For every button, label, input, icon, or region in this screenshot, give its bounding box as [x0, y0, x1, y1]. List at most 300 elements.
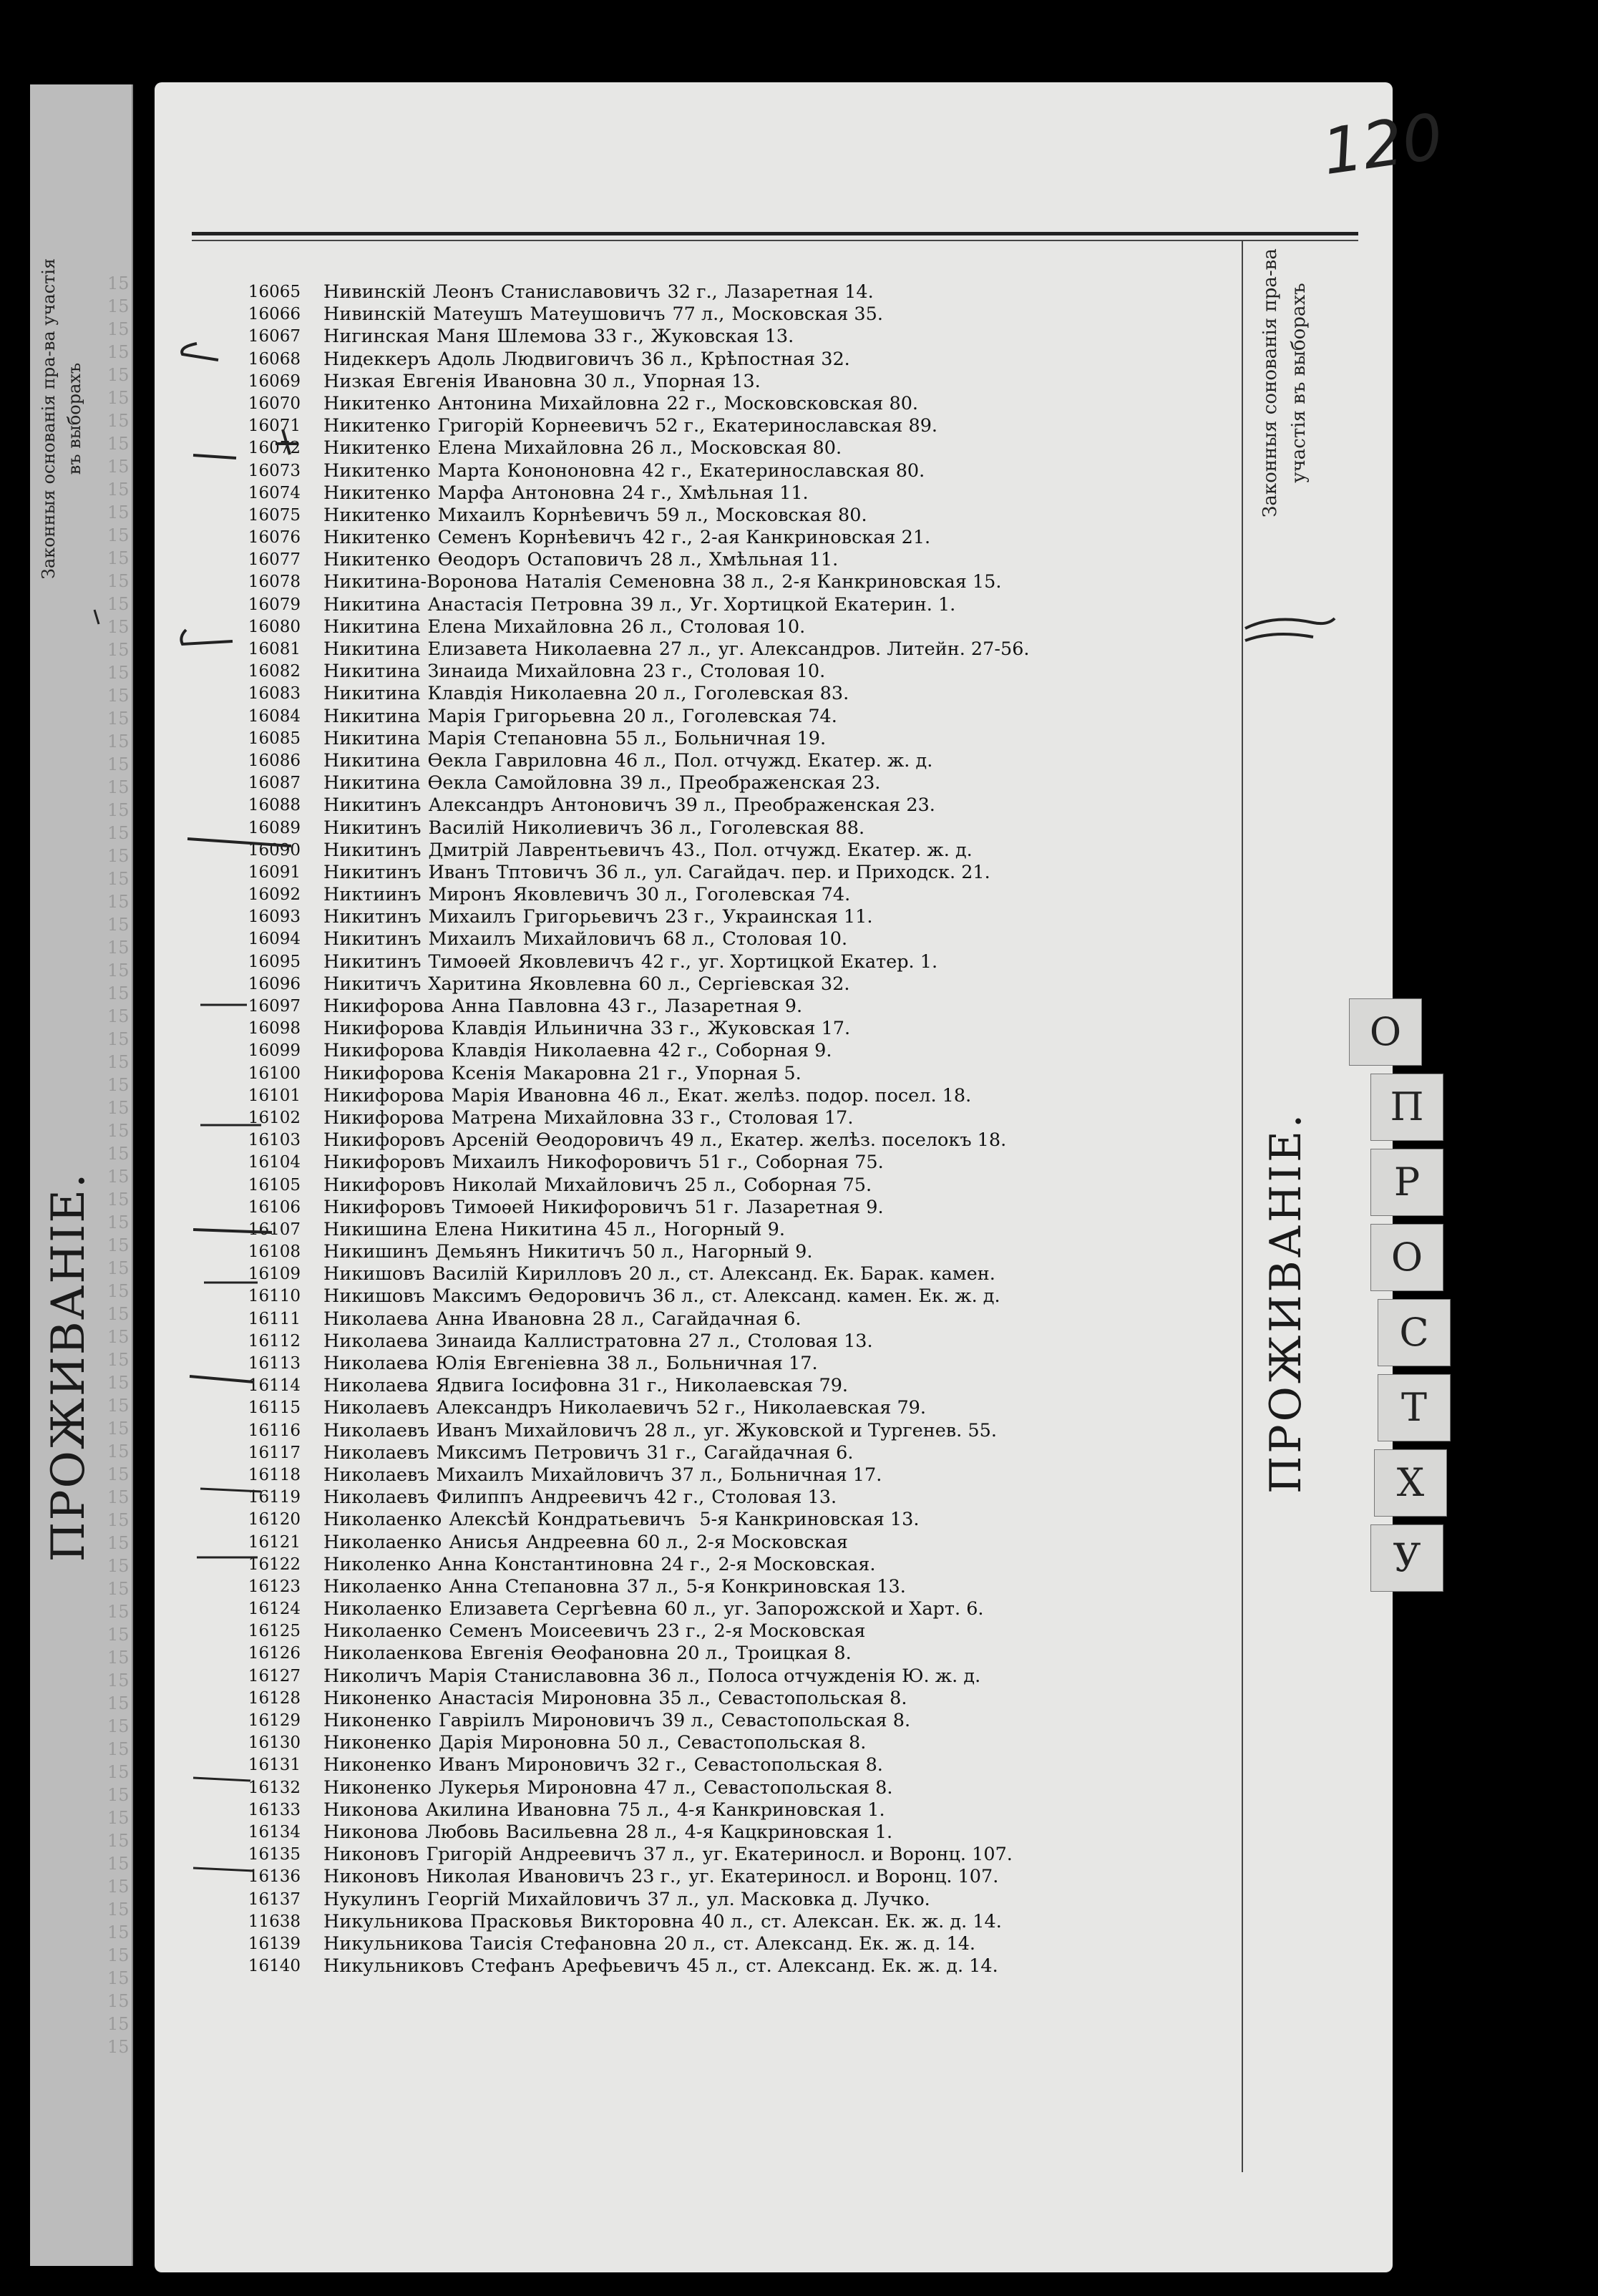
entry-name: Михаилъ — [428, 928, 516, 950]
entry-patronymic: Михайловна — [543, 1106, 664, 1129]
register-row — [193, 1911, 1245, 1933]
entry-number: 16130 — [248, 1733, 301, 1753]
register-row — [193, 996, 1245, 1018]
faint-number: 15 — [107, 411, 130, 431]
faint-number: 15 — [107, 915, 130, 935]
register-row — [193, 1397, 1245, 1419]
entry-age: 31 г., — [618, 1375, 668, 1397]
entry-surname: Никоненко — [323, 1732, 432, 1754]
entry-patronymic: Михайловна — [493, 616, 614, 638]
entry-patronymic: Николиевичъ — [512, 817, 643, 839]
faint-number: 15 — [107, 319, 130, 339]
entry-number: 11638 — [248, 1912, 301, 1931]
faint-number: 15 — [107, 1808, 130, 1828]
entry-address: 2-я Московская — [713, 1620, 866, 1643]
faint-number: 15 — [107, 686, 130, 706]
entry-address: ул. Сагайдач. пер. и Приходск. 21. — [654, 861, 990, 883]
faint-number: 15 — [107, 342, 130, 362]
entry-number: 16116 — [248, 1421, 301, 1440]
entry-patronymic: Мироновна — [541, 1687, 652, 1709]
faint-number: 15 — [107, 1396, 130, 1416]
entry-address: Пол. отчужд. Екатер. ж. д. — [713, 839, 973, 861]
entry-age: 32 г., — [667, 281, 718, 303]
entry-number: 16113 — [248, 1354, 301, 1373]
faint-number: 15 — [107, 1006, 130, 1026]
entry-surname: Никоненко — [323, 1687, 432, 1709]
entry-text — [323, 1598, 1245, 1620]
register-row — [193, 750, 1245, 772]
left-faint-numbers — [107, 272, 130, 2061]
entry-text — [323, 1620, 1245, 1643]
entry-name: Ѳеодоръ — [437, 549, 520, 571]
register-row — [193, 1442, 1245, 1464]
entry-patronymic: Никофоровичъ — [546, 1152, 691, 1174]
entry-surname: Никитинъ — [323, 817, 422, 839]
entry-surname: Никтиинъ — [323, 884, 422, 906]
entry-age: 25 л., — [684, 1174, 737, 1196]
entry-surname: Никифорова — [323, 1062, 444, 1084]
entry-patronymic: Николаевна — [534, 1040, 651, 1062]
entry-name: Анна — [451, 996, 501, 1017]
register-row — [193, 928, 1245, 950]
register-row — [193, 616, 1245, 638]
entry-age: 20 л., — [663, 1932, 716, 1955]
entry-surname: Никитина — [323, 638, 421, 660]
register-row — [193, 1152, 1245, 1174]
entry-patronymic: Ѳеофановна — [550, 1643, 669, 1665]
faint-number: 15 — [107, 983, 130, 1003]
entry-number: 16096 — [248, 974, 301, 993]
faint-number: 15 — [107, 1625, 130, 1645]
faint-number: 15 — [107, 434, 130, 454]
entry-address: Гоголевская 83. — [693, 683, 849, 705]
entry-age: 23 г., — [656, 1620, 707, 1643]
register-row — [193, 772, 1245, 794]
entry-age: 32 г., — [636, 1754, 687, 1776]
entry-age: 42 г., — [658, 1040, 708, 1062]
entry-address: 5-я Канкриновская 13. — [699, 1509, 920, 1531]
entry-patronymic: Михайловичъ — [522, 928, 656, 950]
entry-number: 16073 — [248, 461, 301, 480]
entry-address: Севастопольская 8. — [677, 1732, 867, 1754]
entry-address: Крѣпостная 32. — [700, 348, 850, 370]
entry-number: 16079 — [248, 595, 301, 614]
entry-address: Николаевская 79. — [675, 1375, 849, 1397]
faint-number: 15 — [107, 1579, 130, 1599]
entry-address: Нагорный 9. — [691, 1241, 813, 1263]
register-row — [193, 1063, 1245, 1085]
entry-age: 36 л., — [650, 817, 703, 839]
faint-number: 15 — [107, 709, 130, 729]
entry-address: Севастопольская 8. — [718, 1687, 907, 1709]
entry-address: уг. Александров. Литейн. 27-56. — [718, 638, 1030, 660]
entry-age: 20 л., — [634, 683, 687, 705]
entry-number: 16067 — [248, 327, 301, 346]
entry-text — [323, 1487, 1245, 1509]
faint-number: 15 — [107, 1327, 130, 1347]
entry-surname: Никитенко — [323, 459, 431, 482]
register-row — [193, 1509, 1245, 1531]
entry-age: 45 л., — [686, 1955, 739, 1978]
entry-number: 16070 — [248, 394, 301, 413]
entry-address: Лазаретная 9. — [746, 1196, 884, 1218]
register-row — [193, 1554, 1245, 1576]
register-row — [193, 1331, 1245, 1353]
entry-surname: Никитинъ — [323, 861, 422, 883]
entry-address: Украинская 11. — [722, 906, 873, 928]
entry-name: Анастасія — [427, 593, 524, 616]
entry-name: Миронъ — [428, 884, 506, 906]
entry-name: Маня — [437, 326, 490, 348]
entry-patronymic: Андреевичъ — [519, 1844, 636, 1866]
entry-number: 16092 — [248, 885, 301, 905]
index-tab: У — [1370, 1524, 1443, 1592]
entry-number: 16083 — [248, 684, 301, 704]
entry-number: 16110 — [248, 1287, 301, 1306]
entry-patronymic: Станиславовна — [494, 1665, 641, 1687]
entry-age: 28 л., — [625, 1821, 678, 1843]
entry-name: Евгенія — [469, 1643, 544, 1665]
entry-text — [323, 326, 1245, 348]
entry-text — [323, 1732, 1245, 1754]
entry-surname: Николаенко — [323, 1620, 442, 1643]
entry-number: 16118 — [248, 1465, 301, 1484]
entry-surname: Никонова — [323, 1799, 419, 1821]
entry-name: Марія — [427, 727, 487, 749]
entry-patronymic: Кирилловъ — [515, 1263, 622, 1285]
faint-number: 15 — [107, 1648, 130, 1668]
entry-age: 24 г., — [622, 482, 673, 504]
entry-age: 26 л., — [620, 616, 673, 638]
entry-name: Василій — [432, 1263, 509, 1285]
entry-address: Столовая 10. — [700, 661, 826, 683]
entry-number: 16078 — [248, 573, 301, 592]
entry-text — [323, 1821, 1245, 1844]
entry-text — [323, 1152, 1245, 1174]
entry-address: Больничная 17. — [730, 1464, 882, 1486]
faint-number: 15 — [107, 1693, 130, 1713]
entry-age: 40 л., — [701, 1910, 754, 1932]
entry-name: Григорій — [437, 415, 525, 437]
register-row — [193, 1620, 1245, 1643]
entry-age: 28 л., — [649, 549, 702, 571]
entry-text — [323, 1777, 1245, 1799]
entry-number: 16093 — [248, 908, 301, 927]
entry-age: 60 л., — [636, 1531, 689, 1553]
entry-name: Таисія — [470, 1932, 533, 1955]
register-row — [193, 840, 1245, 862]
right-section-title-text: ПРОЖИВАНІЕ. — [1261, 1111, 1311, 1494]
entry-name: Гавріилъ — [438, 1710, 525, 1731]
entry-name: Николай — [452, 1174, 537, 1196]
entry-address: Сергіевская 32. — [698, 973, 850, 995]
entry-number: 16117 — [248, 1443, 301, 1462]
index-tab: Х — [1374, 1449, 1447, 1517]
entry-text — [323, 794, 1245, 817]
entry-patronymic: Арефьевичъ — [562, 1955, 680, 1978]
entry-patronymic: Ивановна — [517, 1084, 611, 1106]
entry-name: Александръ — [428, 794, 544, 817]
faint-number: 15 — [107, 777, 130, 797]
entry-age: 22 г., — [666, 392, 717, 414]
entry-patronymic: Мироновна — [527, 1776, 638, 1799]
register-row — [193, 1821, 1245, 1844]
faint-number: 15 — [107, 296, 130, 316]
entry-surname: Никишина — [323, 1218, 428, 1240]
register-row — [193, 1532, 1245, 1554]
entry-text — [323, 594, 1245, 616]
entry-address: Хмѣльная 11. — [679, 482, 809, 504]
entry-patronymic: Ѳедоровичъ — [528, 1285, 645, 1308]
entry-address: ул. Масковка д. Лучко. — [706, 1888, 930, 1910]
entry-patronymic: Самойловна — [494, 772, 613, 794]
register-row — [193, 973, 1245, 996]
faint-number: 15 — [107, 892, 130, 912]
entry-text — [323, 1643, 1245, 1665]
register-row — [193, 1643, 1245, 1665]
entry-surname: Никоненко — [323, 1776, 432, 1799]
entry-surname: Никитина — [323, 593, 421, 616]
entry-surname: Нивинскій — [323, 303, 426, 326]
entry-name: Александръ — [436, 1397, 552, 1419]
entry-address: Соборная 75. — [755, 1152, 884, 1174]
entry-patronymic: Іосифовна — [511, 1375, 611, 1397]
faint-number: 15 — [107, 1464, 130, 1484]
entry-surname: Низкая — [323, 370, 396, 392]
entry-text — [323, 1107, 1245, 1129]
register-row — [193, 393, 1245, 415]
entry-address: Московская 80. — [690, 437, 842, 459]
entry-number: 16136 — [248, 1867, 301, 1887]
entry-number: 16104 — [248, 1153, 301, 1172]
entry-name: Анастасія — [438, 1687, 535, 1709]
entry-number: 16069 — [248, 371, 301, 391]
register-row — [193, 1866, 1245, 1888]
faint-number: 15 — [107, 1739, 130, 1759]
entry-patronymic: Ивановна — [483, 370, 577, 392]
register-row — [193, 794, 1245, 817]
entry-patronymic: Андреевна — [525, 1531, 630, 1553]
entry-surname: Никитенко — [323, 392, 431, 414]
entry-surname: Николаенко — [323, 1531, 442, 1553]
entry-age: 23 г., — [643, 661, 693, 683]
entry-name: Иванъ — [436, 1419, 497, 1441]
entry-patronymic: Антоновичъ — [550, 794, 668, 817]
entry-address: Больничная 17. — [666, 1353, 818, 1374]
entry-patronymic: Михайловичъ — [530, 1464, 664, 1486]
index-tab: П — [1370, 1074, 1443, 1141]
entry-surname: Никитенко — [323, 527, 431, 549]
entry-age: 36 л., — [652, 1285, 705, 1308]
entry-name: Тимоѳей — [428, 950, 511, 973]
entry-patronymic: Мироновичъ — [532, 1710, 655, 1731]
entry-patronymic: Николаевичъ — [558, 1397, 689, 1419]
entry-address: Столовая 17. — [728, 1106, 854, 1129]
entry-surname: Никитинъ — [323, 928, 422, 950]
register-row — [193, 817, 1245, 840]
entry-patronymic: Корнѣевичъ — [518, 527, 635, 549]
entry-surname: Никифоровъ — [323, 1196, 445, 1218]
faint-number: 15 — [107, 960, 130, 981]
entry-text — [323, 706, 1245, 728]
entry-address: Преображенская 23. — [734, 794, 935, 817]
entry-name: Наталія — [525, 571, 602, 593]
faint-number: 15 — [107, 617, 130, 637]
entry-name: Леонъ — [432, 281, 494, 303]
left-side-header-text: Законныя основанія пра-ва участія въ выборахъ — [39, 258, 84, 580]
entry-age: 51 г., — [698, 1152, 749, 1174]
header-rule — [192, 232, 1358, 235]
entry-number: 16095 — [248, 952, 301, 971]
entry-address: Московская 80. — [716, 504, 867, 526]
register-row — [193, 1955, 1245, 1978]
entry-surname: Никитина — [323, 727, 421, 749]
entry-text — [323, 482, 1245, 505]
entry-text — [323, 1844, 1245, 1866]
entry-text — [323, 728, 1245, 750]
entry-patronymic: Стефановна — [540, 1932, 657, 1955]
entry-text — [323, 1197, 1245, 1219]
register-row — [193, 1174, 1245, 1197]
entry-patronymic: Мироновичъ — [506, 1754, 630, 1776]
entry-number: 16066 — [248, 305, 301, 324]
entry-age: 47 л., — [644, 1776, 697, 1799]
entry-patronymic: Михайловичъ — [544, 1174, 678, 1196]
entry-age: 31 г., — [646, 1441, 697, 1464]
entry-address: 2-я Канкриновская 15. — [781, 571, 1002, 593]
entry-surname: Никонова — [323, 1821, 419, 1843]
entry-age: 20 л., — [623, 705, 676, 727]
entry-address: 5-я Конкриновская 13. — [686, 1575, 906, 1597]
entry-address: ст. Александ. Ек. ж. д. 14. — [746, 1955, 998, 1978]
entry-number: 16071 — [248, 417, 301, 436]
entry-name: Адоль — [437, 348, 495, 370]
entry-name: Миксимъ — [436, 1441, 527, 1464]
entry-address: 2-я Московская. — [718, 1553, 876, 1575]
entry-age: 37 л., — [647, 1888, 700, 1910]
entry-number: 16109 — [248, 1265, 301, 1284]
entry-patronymic: Михайловичъ — [507, 1888, 640, 1910]
entry-name: Арсеній — [452, 1129, 529, 1152]
faint-number: 15 — [107, 2014, 130, 2034]
entry-address: Севастопольская 8. — [721, 1710, 911, 1731]
register-row — [193, 1085, 1245, 1107]
entry-surname: Никоновъ — [323, 1844, 419, 1866]
entry-age: 28 л., — [592, 1308, 645, 1330]
faint-number: 15 — [107, 1762, 130, 1782]
entry-address: Севастопольская 8. — [703, 1776, 893, 1799]
entry-text — [323, 862, 1245, 884]
faint-number: 15 — [107, 1877, 130, 1897]
entry-name: Марта — [437, 459, 500, 482]
entry-patronymic: Сергѣевна — [556, 1598, 658, 1620]
entry-number: 16108 — [248, 1242, 301, 1262]
entry-age: 27 л., — [658, 638, 711, 660]
entry-surname: Никитина — [323, 616, 421, 638]
entry-age: 45 л., — [604, 1218, 657, 1240]
entry-address: ст. Алексан. Ек. ж. д. 14. — [761, 1910, 1002, 1932]
left-side-header — [36, 250, 100, 587]
entry-patronymic: Михайловна — [503, 437, 624, 459]
entry-text — [323, 638, 1245, 661]
entry-patronymic: Петровичъ — [534, 1441, 640, 1464]
entry-name: Михаилъ — [428, 906, 516, 928]
entry-address: Соборная 75. — [744, 1174, 872, 1196]
register-row — [193, 1844, 1245, 1866]
entry-surname: Никифоровъ — [323, 1152, 445, 1174]
entry-age: 60 л., — [638, 973, 691, 995]
entry-text — [323, 349, 1245, 371]
entry-number: 16102 — [248, 1108, 301, 1127]
entry-surname: Никульниковъ — [323, 1955, 464, 1978]
entry-text — [323, 951, 1245, 973]
register-row — [193, 1464, 1245, 1487]
entry-text — [323, 1688, 1245, 1710]
entry-text — [323, 1554, 1245, 1576]
entry-patronymic: Константиновна — [494, 1553, 654, 1575]
entry-age: 42 г., — [654, 1487, 705, 1509]
entry-age: 60 л., — [664, 1598, 717, 1620]
entry-text — [323, 1754, 1245, 1776]
entry-address: Севастопольская 8. — [693, 1754, 883, 1776]
entry-address: ст. Александ. Ек. Барак. камен. — [688, 1263, 995, 1285]
entry-surname: Никоновъ — [323, 1866, 419, 1888]
entry-age: 55 л., — [615, 727, 668, 749]
entry-address: Сагайдачная 6. — [703, 1441, 854, 1464]
entry-patronymic: Мироновна — [500, 1732, 611, 1754]
faint-number: 15 — [107, 846, 130, 866]
entry-patronymic: Михайловна — [539, 392, 660, 414]
faint-number: 15 — [107, 1098, 130, 1118]
entry-text — [323, 505, 1245, 527]
register-row — [193, 1688, 1245, 1710]
page-number: 120 — [1317, 99, 1448, 190]
entry-address: Столовая 10. — [680, 616, 806, 638]
entry-text — [323, 281, 1245, 303]
entry-text — [323, 1665, 1245, 1688]
entry-text — [323, 1285, 1245, 1308]
entry-text — [323, 460, 1245, 482]
register-row — [193, 1576, 1245, 1598]
entry-surname: Никитинъ — [323, 950, 422, 973]
entry-age: 23 г., — [665, 906, 716, 928]
register-row — [193, 638, 1245, 661]
register-row — [193, 1197, 1245, 1219]
entry-number: 16072 — [248, 439, 301, 458]
entry-surname: Никифорова — [323, 996, 444, 1017]
entry-address: Ногорный 9. — [663, 1218, 785, 1240]
entry-address: уг. Запорожской и Харт. 6. — [724, 1598, 984, 1620]
register-row — [193, 706, 1245, 728]
entry-patronymic: Тптовичъ — [496, 861, 588, 883]
entry-surname: Никитина — [323, 772, 421, 794]
register-row — [193, 1219, 1245, 1241]
entry-age: 30 л., — [635, 884, 688, 906]
entry-number: 16114 — [248, 1376, 301, 1396]
entry-age: 51 г. — [694, 1196, 739, 1218]
entry-surname: Никитенко — [323, 437, 431, 459]
entry-name: Марія — [428, 1665, 487, 1687]
entry-text — [323, 1040, 1245, 1062]
entry-patronymic: Ивановичъ — [517, 1866, 625, 1888]
entry-text — [323, 1331, 1245, 1353]
entry-number: 16099 — [248, 1041, 301, 1061]
right-column-divider — [1242, 240, 1243, 2172]
register-row — [193, 415, 1245, 437]
index-tab: Р — [1370, 1149, 1443, 1216]
faint-number: 15 — [107, 594, 130, 614]
entry-patronymic: Яковлевичъ — [512, 884, 629, 906]
